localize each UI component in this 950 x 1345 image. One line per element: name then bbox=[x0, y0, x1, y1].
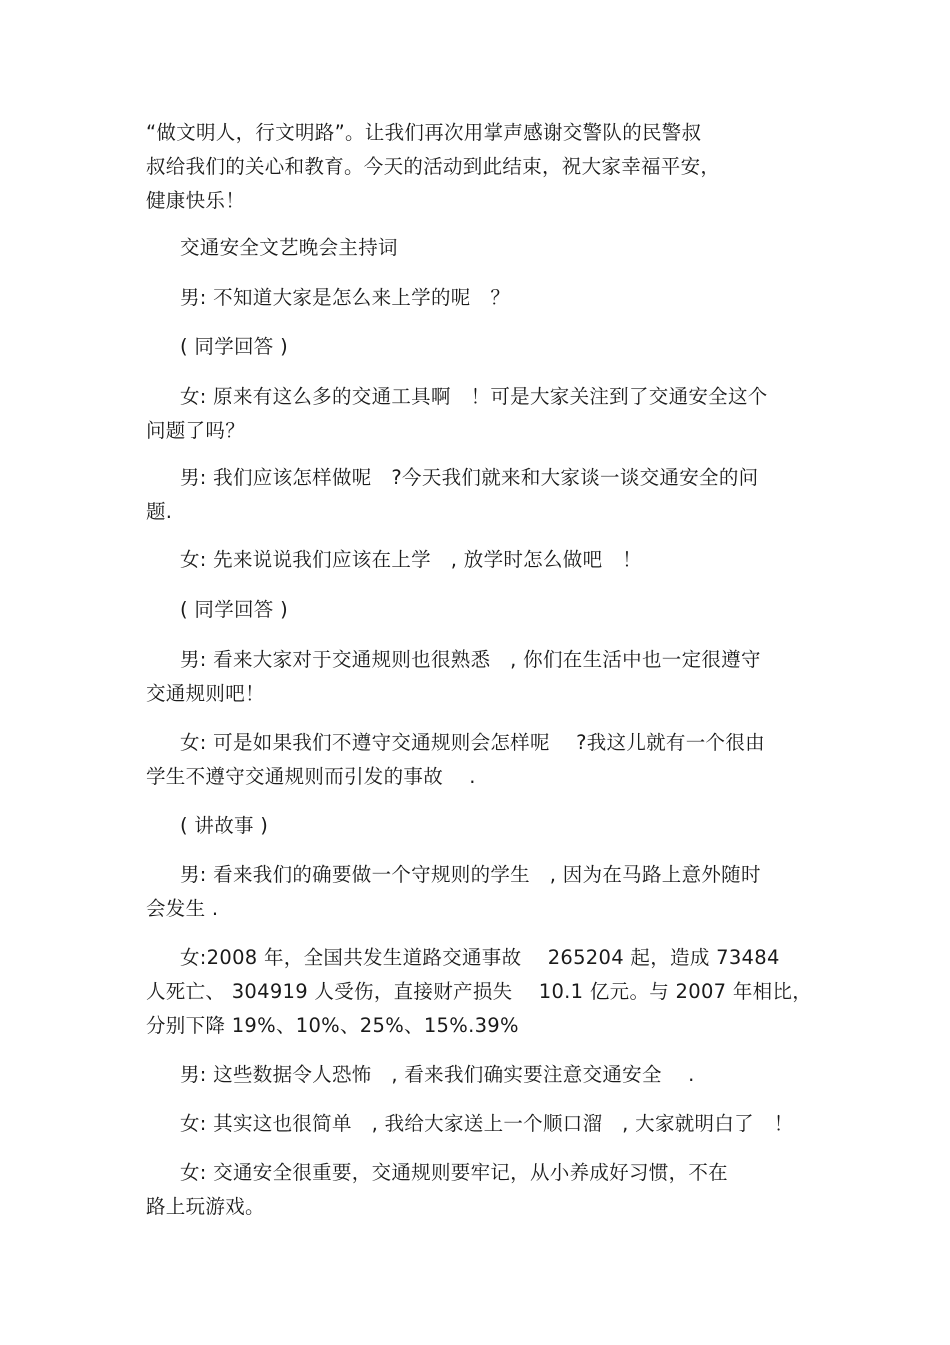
stage-direction bbox=[180, 330, 860, 364]
text-line: 交通安全文艺晚会主持词 bbox=[180, 236, 398, 259]
text-line: 交通规则吧！ bbox=[146, 682, 265, 705]
text-line: 路上玩游戏。 bbox=[146, 1195, 265, 1218]
dialogue-paragraph bbox=[180, 1107, 860, 1141]
dialogue-paragraph bbox=[146, 461, 826, 529]
dialogue-paragraph bbox=[146, 643, 826, 711]
text-line: 女: 先来说说我们应该在上学 , 放学时怎么做吧 ！ bbox=[180, 548, 642, 571]
text-line: 会发生 . bbox=[146, 897, 219, 920]
dialogue-paragraph bbox=[180, 543, 860, 577]
text-line: 男: 看来大家对于交通规则也很熟悉 , 你们在生活中也一定很遵守 bbox=[180, 648, 761, 671]
text-line: 男: 看来我们的确要做一个守规则的学生 , 因为在马路上意外随时 bbox=[180, 863, 761, 886]
dialogue-paragraph-statistics bbox=[146, 941, 826, 1043]
text-line: 题. bbox=[146, 500, 173, 523]
stage-direction bbox=[180, 593, 860, 627]
text-line: “做文明人，行文明路”。让我们再次用掌声感谢交警队的民警叔 bbox=[146, 121, 702, 144]
text-line: 女:2008 年，全国共发生道路交通事故 265204 起，造成 73484 bbox=[180, 946, 780, 969]
document-heading bbox=[180, 231, 860, 265]
dialogue-paragraph-rhyme bbox=[146, 1156, 826, 1224]
text-line: 女: 可是如果我们不遵守交通规则会怎样呢 ?我这儿就有一个很由 bbox=[180, 731, 765, 754]
text-line: 人死亡、 304919 人受伤，直接财产损失 10.1 亿元。与 2007 年相比， bbox=[146, 980, 813, 1003]
dialogue-paragraph bbox=[180, 281, 860, 315]
text-line: 男: 不知道大家是怎么来上学的呢 ？ bbox=[180, 286, 511, 309]
text-line: 男: 我们应该怎样做呢 ?今天我们就来和大家谈一谈交通安全的问 bbox=[180, 466, 759, 489]
text-line: 女: 其实这也很简单 , 我给大家送上一个顺口溜 , 大家就明白了 ！ bbox=[180, 1112, 794, 1135]
text-line: ( 同学回答 ) bbox=[180, 598, 289, 621]
text-line: 女: 原来有这么多的交通工具啊 ！可是大家关注到了交通安全这个 bbox=[180, 385, 768, 408]
text-line: 分别下降 19%、10%、25%、15%.39% bbox=[146, 1014, 519, 1037]
dialogue-paragraph bbox=[146, 380, 826, 448]
text-line: ( 讲故事 ) bbox=[180, 814, 269, 837]
stage-direction bbox=[180, 809, 860, 843]
dialogue-paragraph bbox=[146, 726, 826, 794]
text-line: 健康快乐！ bbox=[146, 189, 246, 212]
text-line: 问题了吗？ bbox=[146, 419, 246, 442]
text-line: 叔给我们的关心和教育。今天的活动到此结束，祝大家幸福平安， bbox=[146, 155, 721, 178]
text-line: 男: 这些数据令人恐怖 , 看来我们确实要注意交通安全 . bbox=[180, 1063, 695, 1086]
paragraph-closing bbox=[146, 116, 826, 218]
dialogue-paragraph bbox=[146, 858, 826, 926]
text-line: ( 同学回答 ) bbox=[180, 335, 289, 358]
text-line: 女: 交通安全很重要，交通规则要牢记，从小养成好习惯，不在 bbox=[180, 1161, 728, 1184]
text-line: 学生不遵守交通规则而引发的事故 . bbox=[146, 765, 476, 788]
dialogue-paragraph bbox=[180, 1058, 860, 1092]
